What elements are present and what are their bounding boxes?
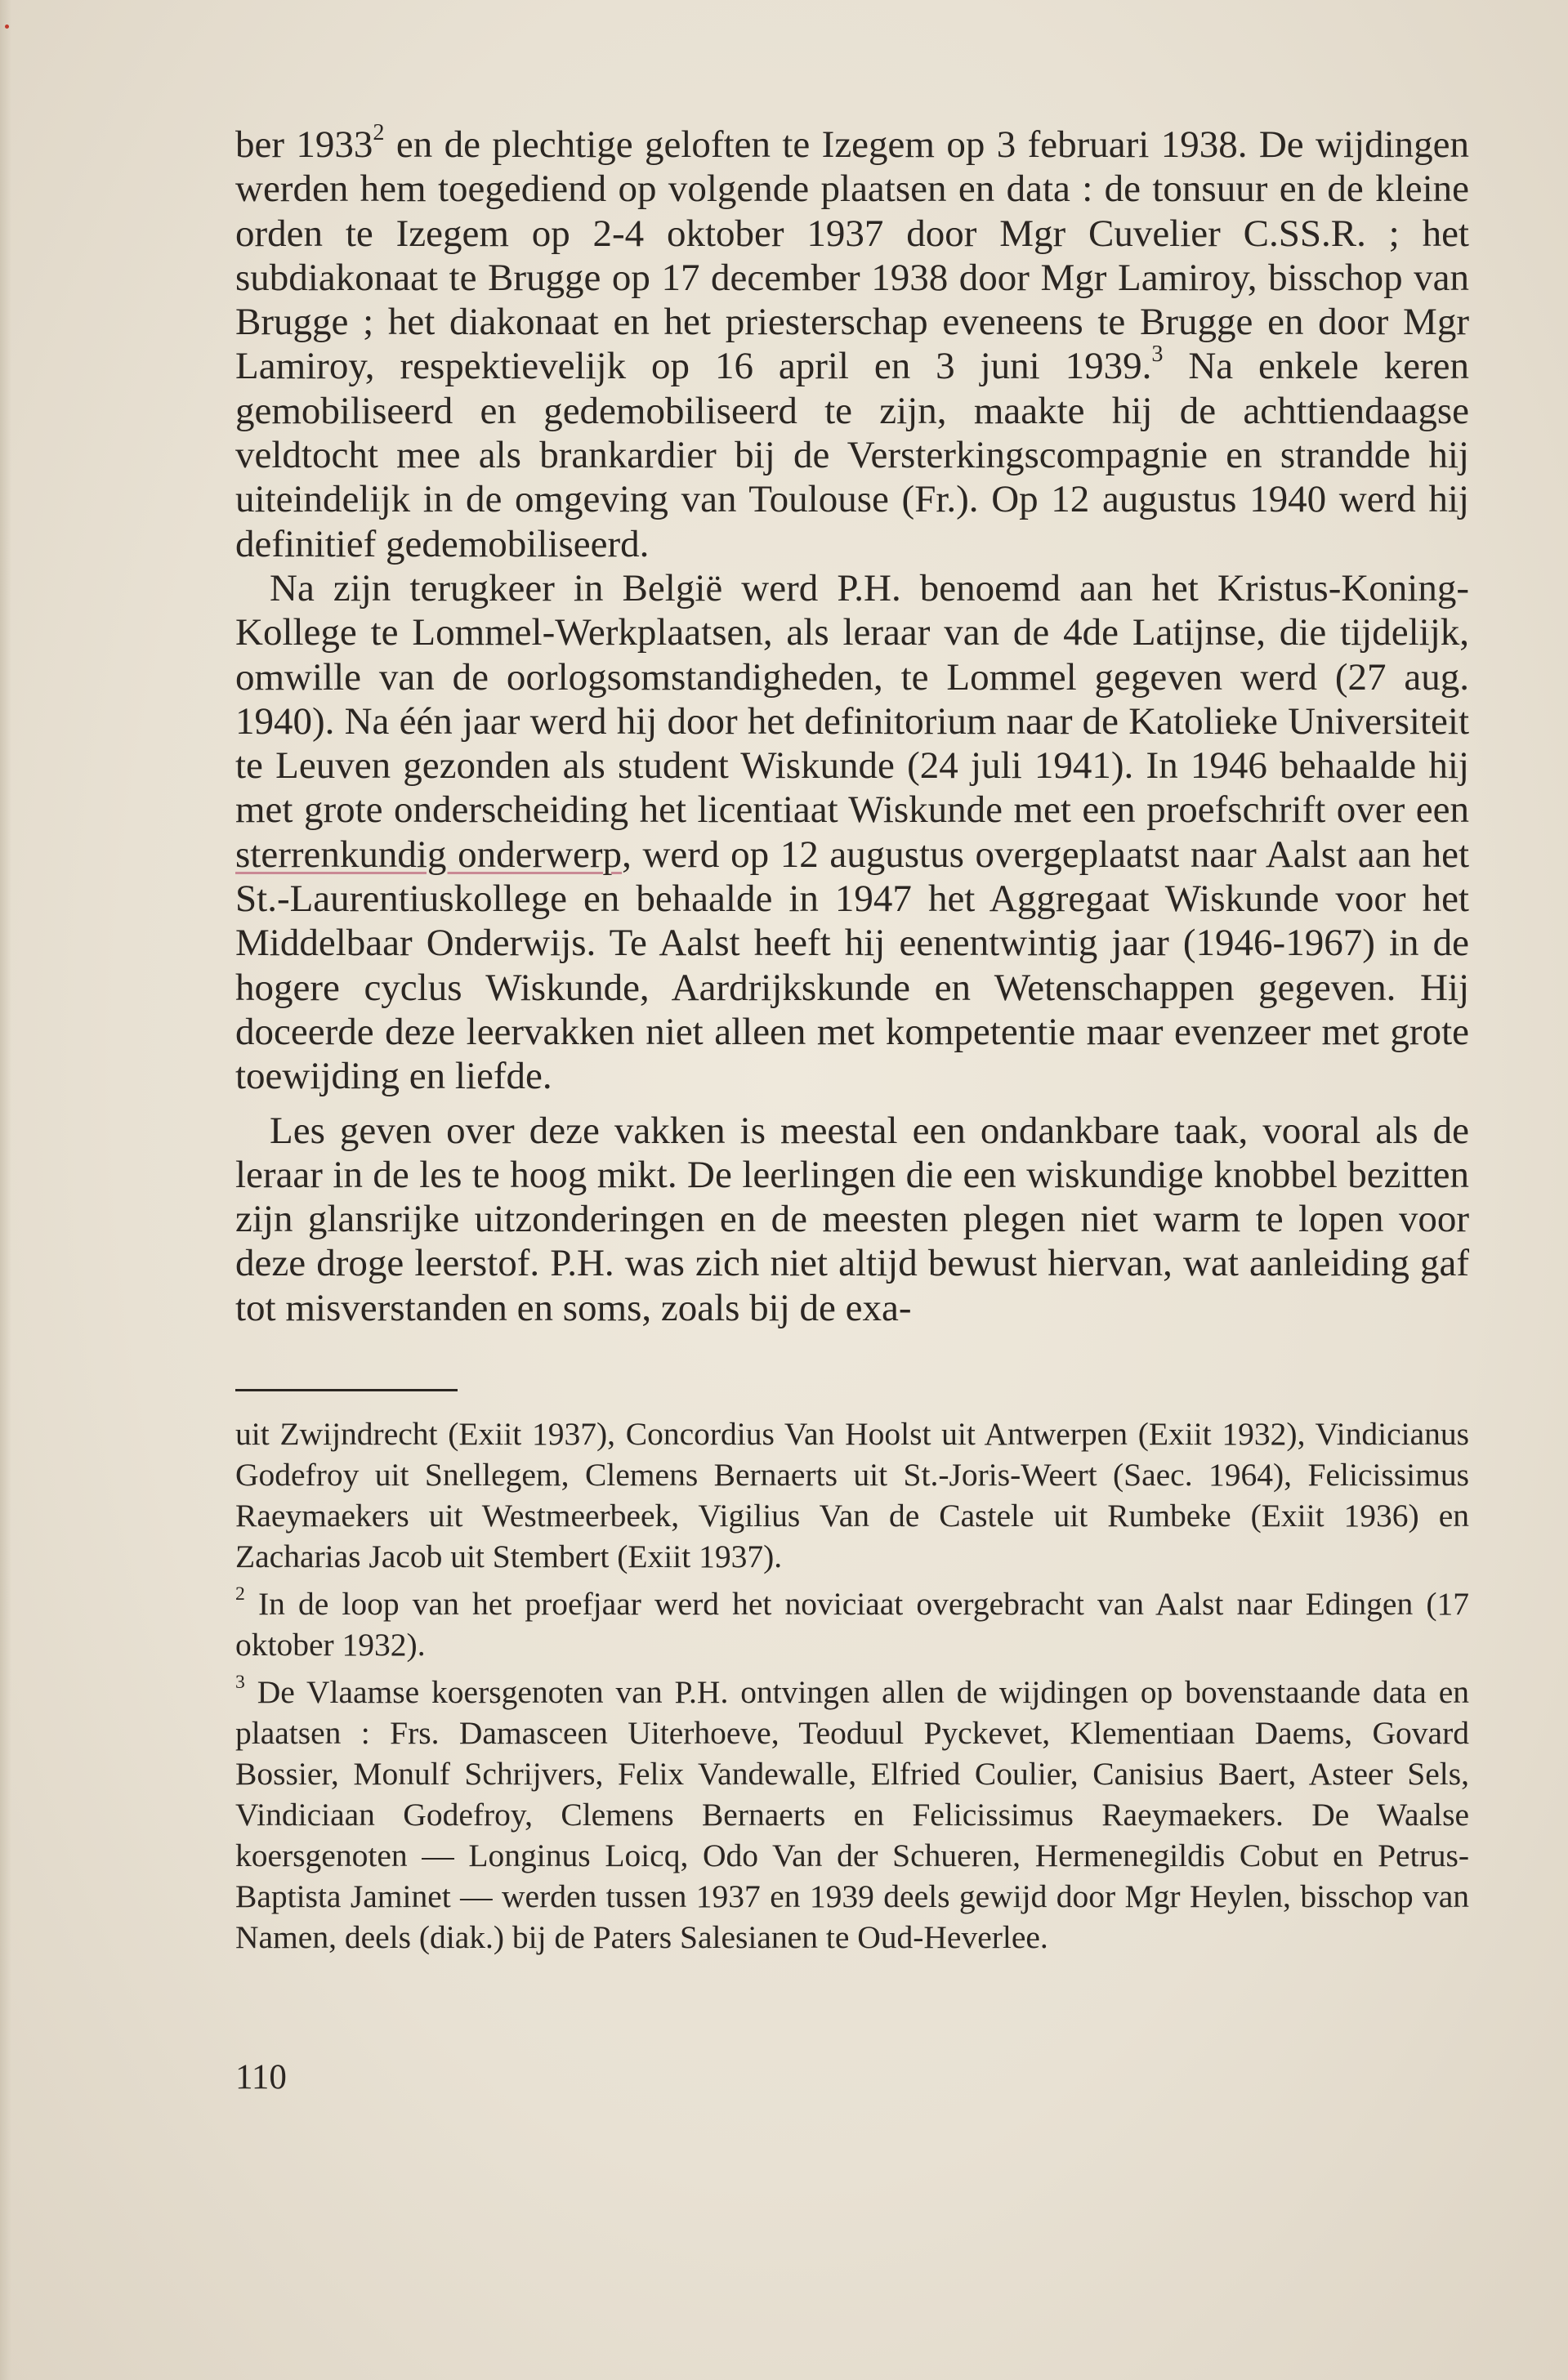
footnote-ref-2: 2 <box>373 119 385 145</box>
pink-underline-annotation: sterrenkundig onderwerp <box>235 833 623 876</box>
paragraph-3: Les geven over deze vakken is meestal een ondankbare taak, vooral als de leraar in de les te hoog mikt. De leerlingen die een wiskundige knobbel bezitten zijn glansrijke uitzonderingen en de meesten plegen niet warm te lopen voor deze droge leerstof. P.H. was zich niet altijd bewust hiervan, wat aanleiding gaf tot misverstanden en soms, zoals bij de exa- <box>235 1109 1469 1329</box>
paragraph-1: ber 1933$^2$ en de plechtige geloften te Izegem op 3 februari 1938. De wijdingen werden hem toegediend op volgende plaatsen en data : de tonsuur en de kleine orden te Izegem op 2-4 oktober 1937 door Mgr Cuvelier C.SS.R. ; het subdiakonaat te Brugge op 17 december 1938 door Mgr Lamiroy, bisschop van Brugge ; het diakonaat en het priesterschap eveneens te Brugge en door Mgr Lamiroy, respektievelijk op 16 april en 3 juni 1939.$^3$ Na enkele keren gemobiliseerd en gedemobiliseerd te zijn, maakte hij de achttiendaagse veldtocht mee als brankardier bij de Versterkingscompagnie en strandde hij uiteindelijk in de omgeving van Toulouse (Fr.). Op 12 augustus 1940 werd hij definitief gedemobiliseerd. <box>235 119 1470 565</box>
footnote-2: $^2$ In de loop van het proefjaar werd het noviciaat overgebracht van Aalst naar Edingen (17 oktober 1932). <box>235 1583 1469 1663</box>
page-edge-shadow <box>0 0 11 2380</box>
footnote-3: $^3$ De Vlaamse koersgenoten van P.H. ontvingen allen de wijdingen op bovenstaande data en plaatsen : Frs. Damasceen Uiterhoeve, Teoduul Pyckevet, Klementiaan Daems, Govard Bossier, Monulf Schrijvers, Felix Vandewalle, Elfried Coulier, Canisius Baert, Asteer Sels, Vindiciaan Godefroy, Clemens Bernaerts en Felicissimus Raeymaekers. De Waalse koersgenoten — Longinus Loicq, Odo Van der Schueren, Hermenegildis Cobut en Petrus-Baptista Jaminet — werden tussen 1937 en 1939 deels gewijd door Mgr Heylen, bisschop van Namen, deels (diak.) bij de Paters Salesianen te Oud-Heverlee. <box>235 1672 1469 1955</box>
paragraph-2: Na zijn terugkeer in België werd P.H. benoemd aan het Kristus-Koning-Kollege te Lommel-Werkplaatsen, als leraar van de 4de Latijnse, die tijdelijk, omwille van de oorlogsomstandigheden, te Lommel gegeven werd (27 aug. 1940). Na één jaar werd hij door het definitorium naar de Katolieke Universiteit te Leuven gezonden als student Wiskunde (24 juli 1941). In 1946 behaalde hij met grote onderscheiding het licentiaat Wiskunde met een proefschrift over een sterrenkundig onderwerp, werd op 12 augustus overgeplaatst naar Aalst aan het St.-Laurentiuskollege en behaalde in 1947 het Aggregaat Wiskunde voor het Middelbaar Onderwijs. Te Aalst heeft hij eenentwintig jaar (1946-1967) in de hogere cyclus Wiskunde, Aardrijkskunde en Wetenschappen gegeven. Hij doceerde deze leervakken niet alleen met kompetentie maar evenzeer met grote toewijding en liefde. <box>235 566 1469 1098</box>
red-ink-dot <box>5 25 9 29</box>
main-text <box>235 119 1470 1330</box>
footnote-continued: uit Zwijndrecht (Exiit 1937), Concordius Van Hoolst uit Antwerpen (Exiit 1932), Vindicianus Godefroy uit Snellegem, Clemens Bernaerts uit St.-Joris-Weert (Saec. 1964), Felicissimus Raeymaekers uit Westmeerbeek, Vigilius Van de Castele uit Rumbeke (Exiit 1936) en Zacharias Jacob uit Stembert (Exiit 1937). <box>235 1416 1469 1574</box>
footnote-marker-3: 3 <box>235 1672 245 1694</box>
footnote-ref-3: 3 <box>1151 342 1164 368</box>
footnote-marker-2: 2 <box>235 1583 245 1605</box>
footnote-separator <box>235 1389 458 1391</box>
footnotes <box>235 1413 1469 1958</box>
page-number: 110 <box>235 2058 287 2096</box>
